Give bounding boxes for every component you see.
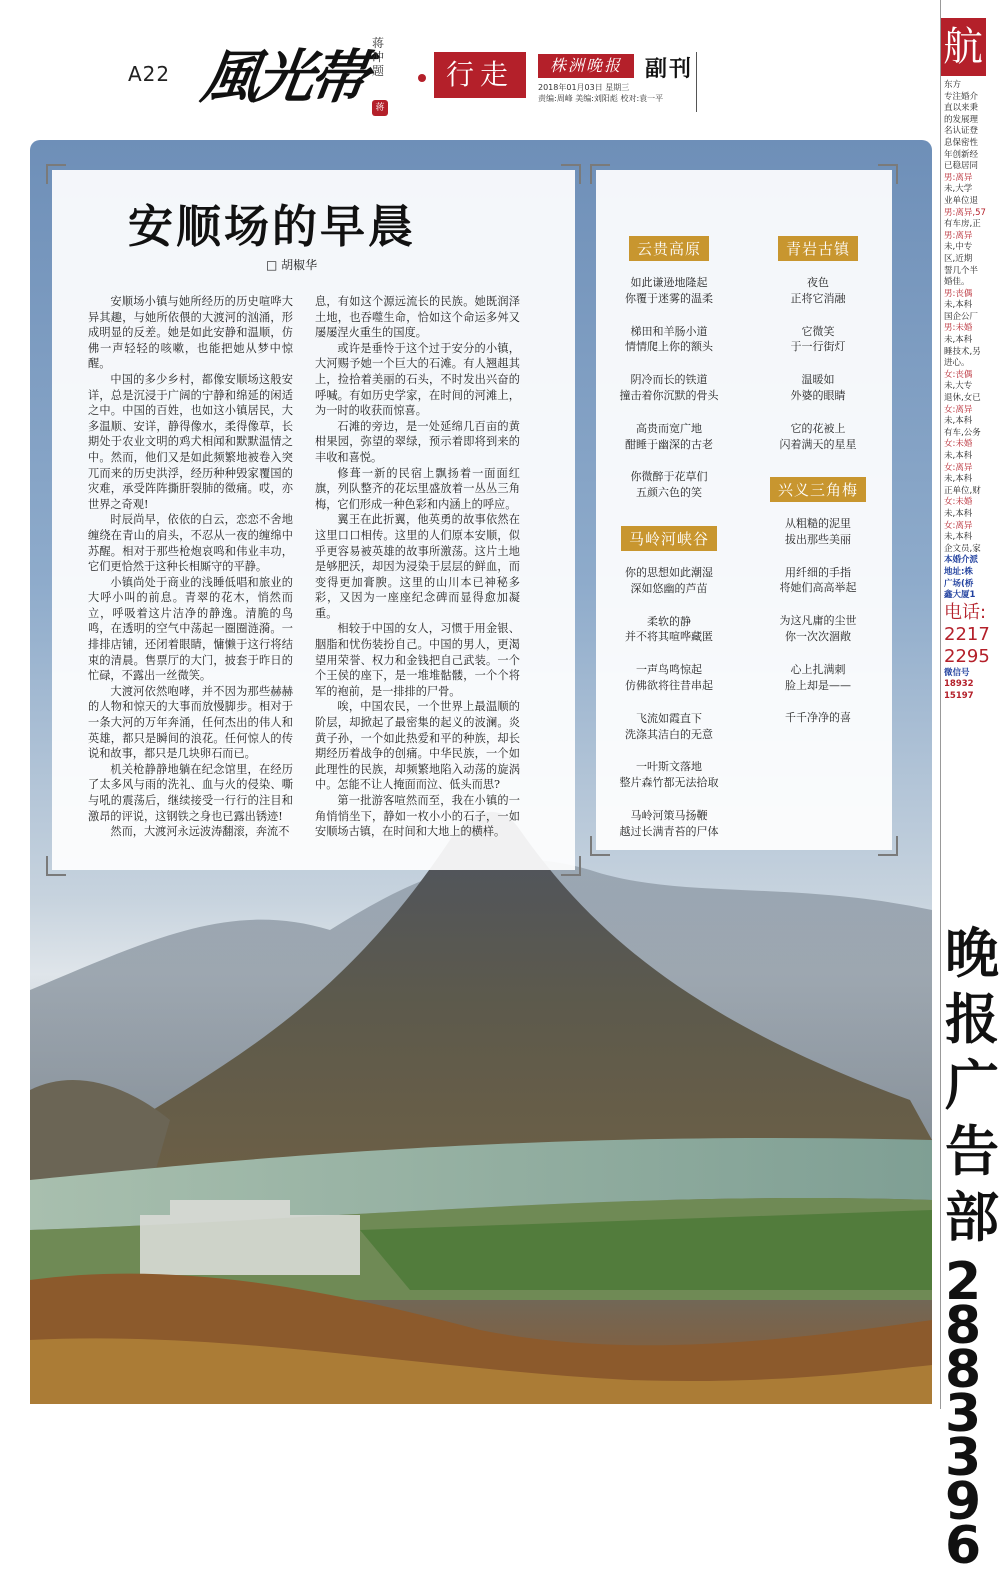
ad-line: 女:丧偶 xyxy=(944,369,973,380)
paragraph: 大渡河依然咆哮，并不因为那些赫赫的人物和惊天的大事而放慢脚步。相对于一条大河的万年奔涌，任何杰出的伟人和英雄，都只是瞬间的浪花。任何惊人的传说和故事，都只是几块卵石而已。 xyxy=(88,684,293,761)
poem-stanza: 温暖如 外婆的眼睛 xyxy=(790,373,846,402)
ad-line: 本婚介派 xyxy=(944,555,979,566)
corner-ornament xyxy=(878,164,898,184)
ad-line: 男:离异 xyxy=(944,230,973,241)
poem-stanza: 柔软的静 并不将其喧哗藏匿 xyxy=(625,614,713,644)
poem-stanza: 它微笑 于一行街灯 xyxy=(790,324,846,354)
corner-ornament xyxy=(878,836,898,856)
ad-line: 未,本科 xyxy=(944,474,973,485)
ad-line: 男:丧偶 xyxy=(944,288,973,299)
poem-stanza: 为这凡庸的尘世 你一次次涸敞 xyxy=(779,614,857,643)
ad-tel-2: 2295 xyxy=(944,645,990,667)
ad-line: 区,近期 xyxy=(944,253,973,264)
ad-line: 东方 xyxy=(944,80,962,90)
paragraph: 相较于中国的女人，习惯于用金银、胭脂和忧伤装扮自己。中国的男人，更渴望用荣誉、权力和金钱把自己武装。一个个王侯的座下，是一堆堆骷髅，一个个将军的袍前，是一排排的尸骨。 xyxy=(315,622,520,698)
poem-stanza: 夜色 正将它消融 xyxy=(790,276,846,305)
ad-line: 未,本科 xyxy=(944,451,973,461)
ad-line: 男:未婚 xyxy=(944,323,973,334)
poem-title: 青岩古镇 xyxy=(778,236,858,261)
ad-wechat-2: 15197 xyxy=(944,690,974,701)
ad-tel-label: 电话: xyxy=(944,601,987,623)
ad-line: 进心。 xyxy=(944,358,970,369)
ad-line: 女:未婚 xyxy=(944,497,973,508)
section-logo: 風光帯 xyxy=(197,43,370,111)
ad-line: 未,本科 xyxy=(944,335,973,346)
paragraph: 安顺场小镇与她所经历的历史喧哗大异其趣，与她所依偎的大渡河的汹涌，形成明显的反差。她是如此安静和温顺，仿佛一声轻轻的咳嗽，也能把她从梦中惊醒。 xyxy=(88,295,293,371)
article-column-2 xyxy=(315,294,520,840)
ad-slogan-char: 报 xyxy=(945,987,999,1051)
poem-title: 云贵高原 xyxy=(629,236,709,261)
paragraph: 翼王在此折翼，他英勇的故事依然在这里口口相传。这里的人们原本安顺，似乎更容易被英雄的故事所激荡。这片土地是够肥沃，却因为浸染于层层的鲜血，而变得更加膏腴。这里的山川本已神秘多彩，又因为一座座纪念碑而显得愈加凝重。 xyxy=(315,513,520,620)
ad-line: 年创新经 xyxy=(944,149,979,160)
page-number: A22 xyxy=(128,62,171,86)
ad-line: 未,本科 xyxy=(944,508,973,519)
supplement-label: 副刊 xyxy=(645,56,694,82)
ad-line: 有车,公务 xyxy=(944,427,981,438)
logo-signature: 蒋 冲 题 xyxy=(372,36,385,78)
poem-stanza: 从粗糙的泥里 拔出那些美丽 xyxy=(785,517,851,546)
ad-line: 未,大学 xyxy=(944,184,973,195)
poem-title: 马岭河峡谷 xyxy=(621,526,717,551)
poem xyxy=(748,477,888,743)
ad-line: 正单位,财 xyxy=(944,485,981,496)
masthead xyxy=(0,0,935,140)
poem-stanza: 你的思想如此潮湿 深如悠幽的芦苗 xyxy=(625,566,713,595)
ad-line: 名认证登 xyxy=(944,126,979,137)
poem-stanza: 梯田和羊肠小道 情情爬上你的额头 xyxy=(625,324,713,354)
poem-stanza: 高贵而宽广地 酣睡于幽深的古老 xyxy=(625,421,713,451)
ad-line: 的发展理 xyxy=(944,114,979,125)
ad-line: 女:未婚 xyxy=(944,439,973,450)
ad-line: 国企公厂 xyxy=(944,311,979,322)
article-title: 安顺场的早晨 xyxy=(128,200,417,253)
ad-phone: 2883396 xyxy=(945,1252,982,1576)
poem-stanza: 阴冷而长的铁道 撞击着你沉默的骨头 xyxy=(619,373,719,402)
paragraph: 唉，中国农民，一个世界上最温顺的阶层，却掀起了最密集的起义的波澜。炎黄子孙，一个如此热爱和平的种族，却长期经历着战争的创痛。中华民族，一个如此理性的民族，却频繁地陷入动荡的旋涡中。怎能不让人掩面而泣、低头而思? xyxy=(315,700,520,792)
issue-info xyxy=(538,82,663,104)
ad-line: 息保密性 xyxy=(944,137,979,148)
red-dot-icon xyxy=(418,74,426,82)
article-column-1 xyxy=(88,294,293,840)
corner-ornament xyxy=(46,164,66,184)
ad-line: 睡技术,另 xyxy=(944,346,981,357)
ad-line: 誓几个半 xyxy=(944,265,979,276)
paragraph: 息，有如这个源远流长的民族。她既润泽土地，也吞噬生命，恰如这个命运多舛又屡屡涅火重生的国度。 xyxy=(315,295,520,340)
newspaper-name: 株洲晚报 xyxy=(538,54,634,78)
logo-seal-stamp: 蒋 xyxy=(372,100,388,116)
paragraph: 中国的多少乡村，都像安顺场这般安详，总是沉浸于广阔的宁静和绵延的闲适之中。中国的百姓，也如这小镇居民，大多温顺、安详，静得像水，柔得像草，长期处于农业文明的鸡犬相闻和默默温情之中。然而，他们又是如此频繁地被卷入突兀而来的历史洪浮，经历种种毁家覆国的灾难，承受阵阵撕肝裂肺的徵痛。哎，亦世界之奇观! xyxy=(88,372,293,511)
ad-line: 企文员,家 xyxy=(944,543,981,554)
ad-line: 未,本科 xyxy=(944,532,973,543)
paragraph: 第一批游客喧然而至，我在小镇的一角悄悄坐下，静如一枚小小的石子，一如安顺场古镇，在时间和大地上的横样。 xyxy=(315,794,520,839)
paragraph: 修葺一新的民宿上飘扬着一面面红旗，列队整齐的花坛里盛放着一丛丛三角梅，它们形成一种色彩和内涵上的呼应。 xyxy=(315,466,520,511)
ad-line: 业单位退 xyxy=(944,195,979,206)
ad-line: 鑫大厦1 xyxy=(944,590,976,601)
poem xyxy=(599,526,739,857)
ad-line: 广场(桥 xyxy=(944,578,974,589)
ad-line: 婚佳。 xyxy=(944,277,970,288)
ad-line: 退休,女已 xyxy=(944,393,981,404)
paragraph: 机关枪静静地躺在纪念馆里，在经历了太多风与雨的洗礼、血与火的侵染、嘶与吼的震荡后，继续接受一行行的注目和激昂的评说，这钢铁之身也已露出锈迹! xyxy=(88,762,293,823)
ad-heading: 航 xyxy=(941,18,986,76)
masthead-divider xyxy=(696,52,697,112)
ad-slogan-char: 晚 xyxy=(945,921,999,985)
section-name: 行走 xyxy=(434,52,526,98)
poem-stanza: 飞流如霞直下 洗涤其洁白的无意 xyxy=(625,711,713,741)
ad-line: 女:离异 xyxy=(944,404,973,415)
ad-slogan xyxy=(945,920,999,1250)
ad-lines xyxy=(944,80,996,602)
ad-line: 未,本科 xyxy=(944,416,973,427)
ad-slogan-char: 部 xyxy=(945,1185,999,1249)
poem xyxy=(748,236,888,469)
paragraph: 然而，大渡河永远波涛翻滚，奔流不 xyxy=(110,825,290,839)
ad-line: 专注婚介 xyxy=(944,91,979,102)
issue-editors: 责编:周峰 美编:刘阳彪 校对:袁一平 xyxy=(538,94,664,103)
ad-text xyxy=(944,80,996,703)
ad-line: 未,本科 xyxy=(944,300,973,311)
corner-ornament xyxy=(561,856,581,876)
poem-stanza: 用纤细的手指 将她们高高举起 xyxy=(779,565,857,595)
corner-ornament xyxy=(46,856,66,876)
corner-ornament xyxy=(561,164,581,184)
ad-line: 直以来秉 xyxy=(944,103,979,114)
paragraph: 时辰尚早，依依的白云，恋恋不舍地缠绕在青山的肩头，不忍从一夜的缠绵中苏醒。相对于那些枪炮哀鸣和伟业丰功，它们更恰然于这种长相厮守的平静。 xyxy=(88,513,293,574)
paragraph: 石滩的旁边，是一处延绵几百亩的黄柑果园，弥望的翠绿，预示着即将到来的丰收和喜悦。 xyxy=(315,419,520,464)
ad-line: 未,中专 xyxy=(944,242,973,253)
ad-tel-1: 2217 xyxy=(944,623,990,645)
ad-line: 地址:株 xyxy=(944,566,973,577)
ad-line: 未,大专 xyxy=(944,381,973,392)
ad-wechat-1: 18932 xyxy=(944,679,974,690)
poem-stanza: 一叶斯文落地 整片森竹都无法拾取 xyxy=(619,760,719,790)
issue-date: 2018年01月03日 星期三 xyxy=(538,83,630,92)
poem-stanza: 一声鸟鸣惊起 仿佛欲将往昔串起 xyxy=(625,663,713,692)
corner-ornament xyxy=(590,164,610,184)
poem-stanza: 你微醉于花草们 五颜六色的笑 xyxy=(630,470,708,500)
adjacent-ad-strip xyxy=(940,0,999,1576)
ad-line: 男:离异,57 xyxy=(944,207,986,218)
poem-title: 兴义三角梅 xyxy=(770,477,866,502)
poem-stanza: 千千净净的喜 xyxy=(785,711,851,725)
ad-slogan-char: 告 xyxy=(945,1119,999,1183)
poem-stanza: 心上扎满刺 脸上却是—— xyxy=(785,662,851,692)
ad-line: 男:离异 xyxy=(944,172,973,183)
paragraph: 或许是垂怜于这个过于安分的小镇，大河赐予她一个巨大的石滩。有人翘趄其上，捡拾着美丽的石头，不时发出兴奋的呼喊。有如历史学家，在时间的河滩上，为一时的收获而惊喜。 xyxy=(315,341,520,418)
ad-wechat-label: 微信号 xyxy=(944,667,970,678)
poem-stanza: 它的花被上 闪着满天的星星 xyxy=(779,421,857,451)
ad-line: 女:离异 xyxy=(944,462,973,473)
article-author: □ 胡椒华 xyxy=(266,258,318,272)
paragraph: 小镇尚处于商业的浅睡低唱和旅业的大呼小叫的前息。青翠的花木，悄然而立，呼吸着这片洁净的静逸。清脆的鸟鸣，在透明的空气中荡起一圈圈涟漪。一排排店铺，还闭着眼睛，慵懒于这行将结束的清晨。售票厅的大门，披套于昨日的忙碌，不露出一丝微笑。 xyxy=(88,575,293,683)
poem xyxy=(599,236,739,518)
ad-slogan-char: 广 xyxy=(945,1053,999,1117)
ad-line: 已稳居同 xyxy=(944,161,979,172)
poem-stanza: 如此谦逊地隆起 你覆于迷雾的温柔 xyxy=(625,276,713,305)
ad-line: 女:离异 xyxy=(944,520,973,531)
ad-line: 有车房,正 xyxy=(944,219,981,230)
poem-stanza: 马岭河策马扬鞭 越过长满青苔的尸体 xyxy=(619,808,719,838)
